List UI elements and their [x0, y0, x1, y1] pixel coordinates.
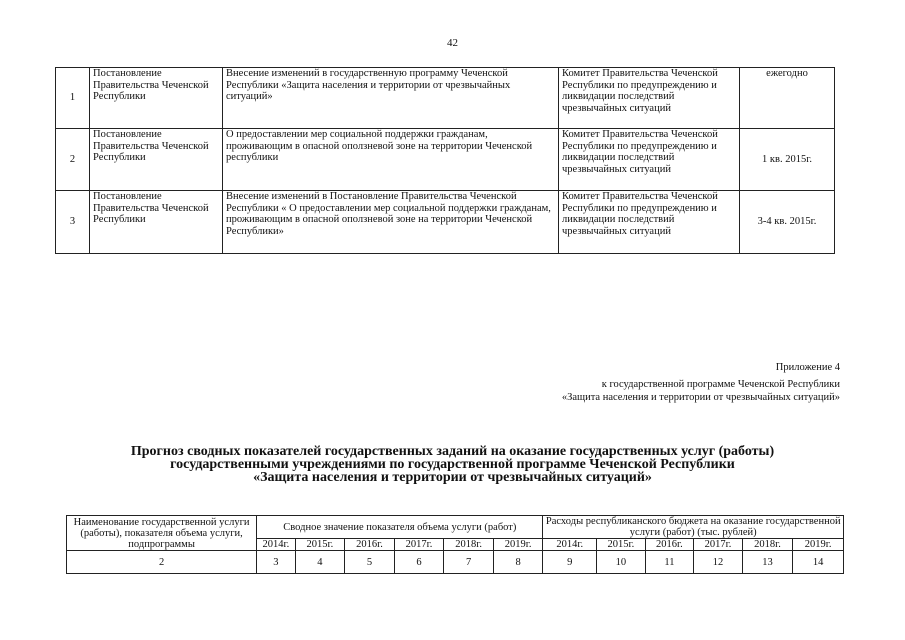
column-number: 11	[645, 551, 694, 574]
deadline: 3-4 кв. 2015г.	[740, 191, 835, 254]
year-header: 2018г.	[742, 539, 793, 551]
column-header-service: Наименование государственной услуги (работы), показателя объема услуги, подпрограммы	[67, 516, 257, 551]
year-header: 2014г.	[543, 539, 597, 551]
column-header-expenses: Расходы республиканского бюджета на оказание государственной услуги (работ) (тыс. рублей)	[543, 516, 844, 539]
row-number: 2	[56, 129, 90, 191]
year-header: 2015г.	[295, 539, 345, 551]
column-number: 9	[543, 551, 597, 574]
table-row	[56, 129, 835, 191]
column-number: 5	[345, 551, 395, 574]
column-number: 14	[793, 551, 844, 574]
column-number: 2	[67, 551, 257, 574]
column-number: 10	[597, 551, 646, 574]
year-header: 2019г.	[493, 539, 543, 551]
document-type: Постановление Правительства Чеченской Республики	[90, 191, 223, 254]
document-name: О предоставлении мер социальной поддержки гражданам, проживающим в опасной оползневой зоне на территории Чеченской республики	[223, 129, 559, 191]
executor: Комитет Правительства Чеченской Республики по предупреждению и ликвидации последствий чрезвычайных ситуаций	[559, 68, 740, 129]
column-numbers-row	[67, 551, 844, 574]
executor: Комитет Правительства Чеченской Республики по предупреждению и ликвидации последствий чрезвычайных ситуаций	[559, 191, 740, 254]
column-number: 12	[694, 551, 743, 574]
appendix-subtitle	[562, 379, 840, 404]
deadline: ежегодно	[740, 68, 835, 129]
page-number: 42	[447, 37, 458, 49]
heading-line: государственными учреждениями по государственной программе Чеченской Республики	[170, 457, 735, 472]
executor: Комитет Правительства Чеченской Республики по предупреждению и ликвидации последствий чрезвычайных ситуаций	[559, 129, 740, 191]
year-header: 2016г.	[345, 539, 395, 551]
year-header: 2014г.	[257, 539, 295, 551]
deadline: 1 кв. 2015г.	[740, 129, 835, 191]
document-name: Внесение изменений в Постановление Правительства Чеченской Республики « О предоставлении мер социальной поддержки гражданам, проживающим в опасной оползневой зоне на территории Чеченской Республики»	[223, 191, 559, 254]
column-number: 4	[295, 551, 345, 574]
column-number: 3	[257, 551, 295, 574]
row-number: 3	[56, 191, 90, 254]
document-type: Постановление Правительства Чеченской Республики	[90, 129, 223, 191]
year-header: 2019г.	[793, 539, 844, 551]
document-type: Постановление Правительства Чеченской Республики	[90, 68, 223, 129]
column-number: 6	[394, 551, 444, 574]
document-name: Внесение изменений в государственную программу Чеченской Республики «Защита населения и территории от чрезвычайных ситуаций»	[223, 68, 559, 129]
appendix-subtitle-line: к государственной программе Чеченской Республики	[601, 379, 840, 390]
column-number: 8	[493, 551, 543, 574]
header-row	[67, 516, 844, 539]
year-header: 2016г.	[645, 539, 694, 551]
column-number: 13	[742, 551, 793, 574]
table-row	[56, 68, 835, 129]
measures-table	[55, 67, 835, 254]
column-number: 7	[444, 551, 494, 574]
column-header-volume: Сводное значение показателя объема услуги (работ)	[257, 516, 543, 539]
heading-line: Прогноз сводных показателей государственных заданий на оказание государственных услуг (работы)	[130, 444, 775, 459]
appendix-subtitle-line: «Защита населения и территории от чрезвычайных ситуаций»	[561, 391, 840, 403]
row-number: 1	[56, 68, 90, 129]
year-header: 2018г.	[444, 539, 494, 551]
year-header: 2017г.	[694, 539, 743, 551]
appendix-title: Приложение 4	[775, 362, 840, 373]
year-header: 2017г.	[394, 539, 444, 551]
forecast-table	[66, 515, 844, 574]
year-header: 2015г.	[597, 539, 646, 551]
heading-line: «Защита населения и территории от чрезвычайных ситуаций»	[253, 470, 652, 485]
table-row	[56, 191, 835, 254]
